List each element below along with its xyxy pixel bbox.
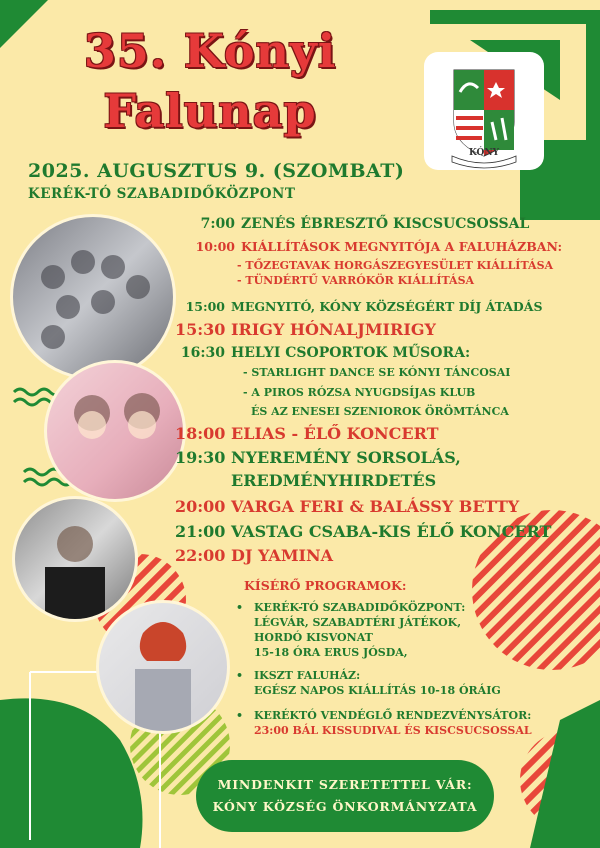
side-program-item: • IKSZT FALUHÁZ: EGÉSZ NAPOS KIÁLLÍTÁS 10-18 ÓRÁIG <box>236 669 501 697</box>
program-row: 7:00 ZENÉS ÉBRESZTŐ KISCSUCSOSSAL <box>200 216 530 232</box>
footer-line1: MINDENKIT SZERETETTEL VÁR: <box>217 777 473 792</box>
program-sub: - TÜNDÉRTŰ VARRÓKÖR KIÁLLÍTÁSA <box>237 274 475 287</box>
program-sub: - TŐZEGTAVAK HORGÁSZEGYESÜLET KIÁLLÍTÁSA <box>237 259 554 272</box>
footer-line2: KÓNY KÖZSÉG ÖNKORMÁNYZATA <box>212 799 478 814</box>
side-program-item: • KERÉKTÓ VENDÉGLŐ RENDEZVÉNYSÁTOR: 23:00 BÁL KISSUDIVAL ÉS KISCSUCSOSSAL <box>236 709 532 737</box>
footer-badge <box>196 760 494 832</box>
program-row: 19:30 NYEREMÉNY SORSOLÁS, <box>175 448 461 467</box>
program-sub: - A PIROS RÓZSA NYUGDSÍJAS KLUB <box>243 386 476 399</box>
side-program-item: • KERÉK-TÓ SZABADIDŐKÖZPONT: LÉGVÁR, SZABADTÉRI JÁTÉKOK, HORDÓ KISVONAT 15-18 ÓRA ERUS JÓSDA, <box>236 601 466 659</box>
program-row: 18:00 ELIAS - ÉLŐ KONCERT <box>175 424 439 443</box>
logo-caption: KÓNY <box>468 148 500 158</box>
program-row: 20:00 VARGA FERI & BALÁSSY BETTY <box>175 497 520 516</box>
program-row: 10:00 KIÁLLÍTÁSOK MEGNYITÓJA A FALUHÁZBAN: <box>195 239 563 254</box>
band-photo <box>10 214 176 380</box>
page-title-line2: Falunap <box>103 84 317 138</box>
program-row: 21:00 VASTAG CSABA-KIS ÉLŐ KONCERT <box>175 522 552 541</box>
program-row-cont: EREDMÉNYHIRDETÉS <box>231 471 437 490</box>
duo-photo <box>44 360 186 502</box>
dj-photo <box>96 600 230 734</box>
coat-of-arms-logo <box>424 52 544 170</box>
program-sub: - STARLIGHT DANCE SE KÓNYI TÁNCOSAI <box>243 366 511 379</box>
program-row: 15:30 IRIGY HÓNALJMIRIGY <box>175 320 436 339</box>
event-venue: KERÉK-TÓ SZABADIDŐKÖZPONT <box>28 186 296 202</box>
page-title-line1: 35. Kónyi <box>83 24 337 78</box>
side-programs-heading: KÍSÉRŐ PROGRAMOK: <box>244 578 407 593</box>
event-date: 2025. AUGUSZTUS 9. (SZOMBAT) <box>28 160 405 182</box>
program-row: 16:30 HELYI CSOPORTOK MŰSORA: <box>180 345 471 361</box>
program-sub: ÉS AZ ENESEI SZENIOROK ÖRÖMTÁNCA <box>251 405 509 418</box>
program-row: 22:00 DJ YAMINA <box>175 546 334 565</box>
singer-photo <box>12 496 138 622</box>
program-row: 15:00 MEGNYITÓ, KÓNY KÖZSÉGÉRT DÍJ ÁTADÁS <box>185 299 543 314</box>
